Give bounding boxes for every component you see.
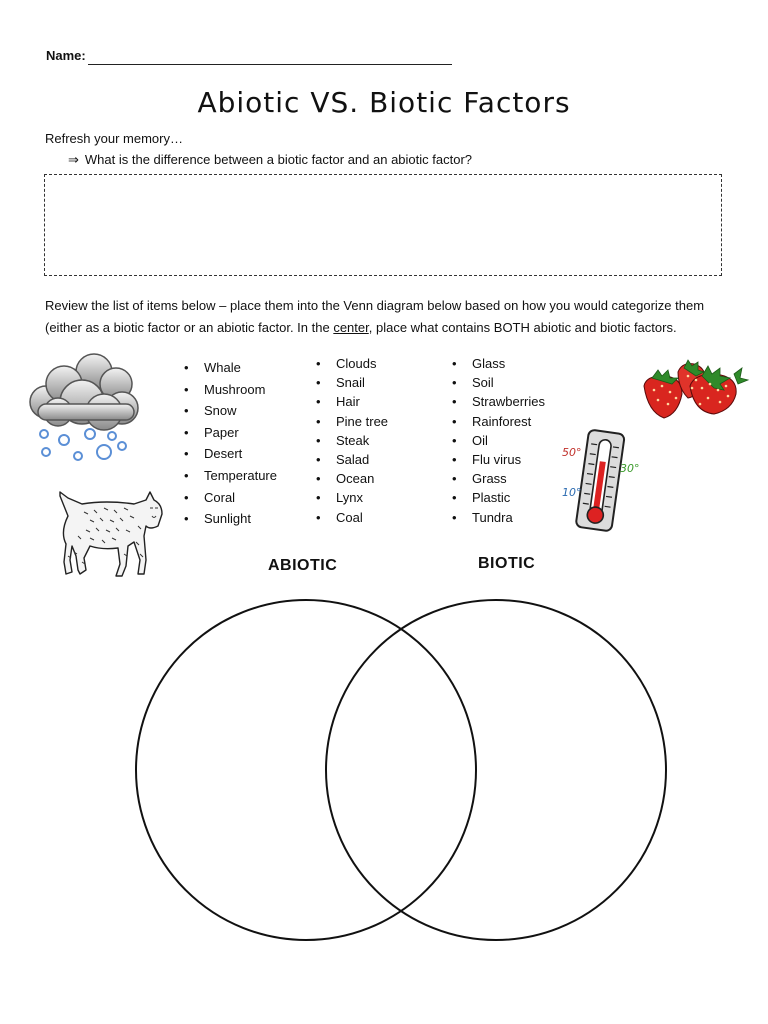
list-item: • Plastic [448, 488, 545, 507]
list-item: • Whale [180, 357, 277, 379]
item-list-column-2 [312, 354, 388, 527]
list-item: • Glass [448, 354, 545, 373]
venn-circle-biotic[interactable] [326, 600, 666, 940]
list-item: • Coal [312, 508, 388, 527]
arrow-icon: ⇒ [68, 152, 79, 167]
venn-label-biotic: BIOTIC [478, 555, 536, 572]
thermometer-mark-10: 10° [562, 486, 582, 499]
list-item: • Coral [180, 487, 277, 509]
list-item: • Clouds [312, 354, 388, 373]
list-item: • Temperature [180, 465, 277, 487]
list-item: • Oil [448, 431, 545, 450]
strawberries-icon [638, 356, 750, 424]
question-text: What is the difference between a biotic factor and an abiotic factor? [84, 152, 473, 167]
list-item: • Rainforest [448, 412, 545, 431]
item-list-column-1 [180, 357, 277, 530]
list-item: • Ocean [312, 469, 388, 488]
list-item: • Hair [312, 392, 388, 411]
list-item: • Paper [180, 422, 277, 444]
list-item: • Soil [448, 373, 545, 392]
list-item: • Sunlight [180, 508, 277, 530]
list-item: • Grass [448, 469, 545, 488]
list-item: • Salad [312, 450, 388, 469]
refresh-intro: Refresh your memory… [45, 131, 183, 146]
instructions-part1: Review the list of items below – place them into the Venn diagram below based on how you would categorize them (either as a biotic factor or an abiotic factor. In the [45, 298, 705, 335]
list-item: • Steak [312, 431, 388, 450]
answer-box[interactable] [44, 174, 722, 276]
list-item: • Pine tree [312, 412, 388, 431]
list-item: • Mushroom [180, 379, 277, 401]
instructions-part2: , place what contains BOTH abiotic and biotic factors. [368, 320, 677, 335]
refresh-question [68, 152, 472, 168]
list-item: • Strawberries [448, 392, 545, 411]
list-item: • Lynx [312, 488, 388, 507]
name-label: Name: [46, 48, 86, 63]
thermometer-mark-50: 50° [562, 446, 582, 459]
thermometer-mark-30: 30° [620, 462, 640, 475]
list-item: • Tundra [448, 508, 545, 527]
list-item: • Snail [312, 373, 388, 392]
name-input-line[interactable] [88, 64, 452, 65]
venn-circle-abiotic[interactable] [136, 600, 476, 940]
list-item: • Flu virus [448, 450, 545, 469]
item-list-column-3 [448, 354, 545, 527]
list-item: • Snow [180, 400, 277, 422]
list-item: • Desert [180, 443, 277, 465]
venn-diagram [130, 588, 674, 950]
instructions [45, 295, 725, 339]
lynx-icon [54, 486, 170, 582]
thermometer-icon [558, 426, 650, 538]
venn-label-abiotic: ABIOTIC [268, 557, 338, 574]
page-title: Abiotic VS. Biotic Factors [197, 86, 571, 119]
instructions-center-word: center [333, 320, 369, 335]
snow-cloud-icon [24, 350, 142, 462]
